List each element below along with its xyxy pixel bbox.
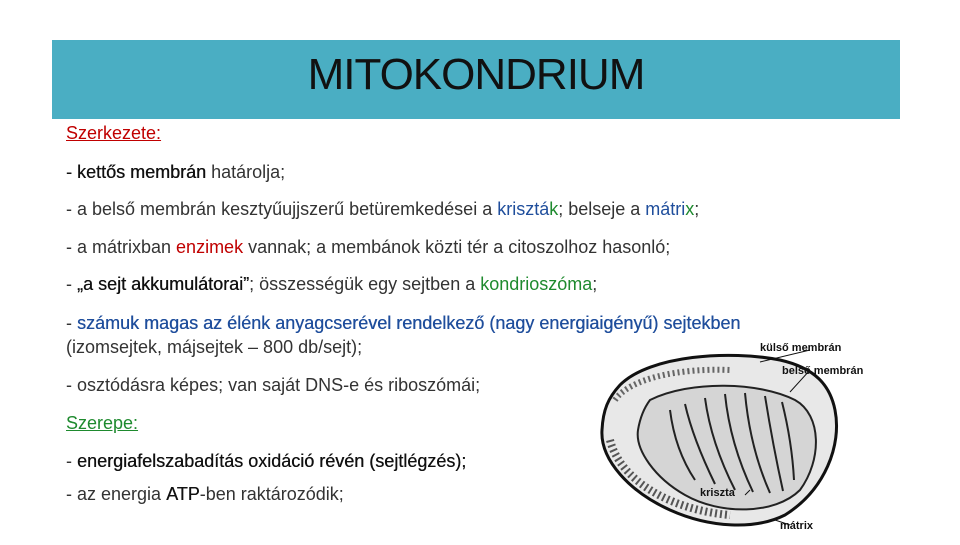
line4-bold: „a sejt akkumulátorai” <box>77 274 250 294</box>
line8-text-a: - <box>66 451 77 471</box>
line5-blue: számuk magas az élénk anyagcserével rendelkező (nagy energiaigényű) sejtekben <box>77 313 741 333</box>
line1-prefix: - <box>66 162 77 182</box>
line2-text-c: ; <box>694 199 700 219</box>
line3-enzimek: enzimek <box>176 237 244 257</box>
line3-text-b: vannak; a membánok közti tér a citoszolhoz hasonló; <box>243 237 671 257</box>
text-line-3 <box>66 237 670 258</box>
label-crista: kriszta <box>700 487 735 499</box>
line2-matrix-b: x <box>685 199 695 219</box>
structure-heading: Szerkezete: <box>66 123 162 143</box>
text-line-7: - osztódásra képes; van saját DNS-e és riboszómái; <box>66 375 481 395</box>
line4-text-b: ; összességük egy sejtben a <box>249 274 481 294</box>
text-line-8 <box>66 451 466 472</box>
line4-kondriosoma: kondrioszóma <box>480 274 593 294</box>
line9-atp: ATP <box>166 484 200 504</box>
line2-text-b: ; belseje a <box>558 199 646 219</box>
text-line-4 <box>66 274 597 295</box>
line4-text-c: ; <box>592 274 598 294</box>
mitochondrion-illustration <box>560 330 930 540</box>
line2-text-a: - a belső membrán kesztyűujjszerű betüremkedései a <box>66 199 498 219</box>
text-line-2 <box>66 199 699 220</box>
page-title: MITOKONDRIUM <box>307 50 645 99</box>
label-outer-membrane: külső membrán <box>760 342 842 354</box>
title-banner <box>52 40 900 119</box>
line9-text-a: - az energia <box>66 484 167 504</box>
line1-bold: kettős membrán <box>77 162 207 182</box>
line8-bold: energiafelszabadítás oxidáció révén (sejtlégzés); <box>77 451 467 471</box>
line4-text-a: - <box>66 274 77 294</box>
text-line-9 <box>66 484 344 505</box>
line2-krisztak-a: krisztá <box>497 199 550 219</box>
line9-text-b: -ben raktározódik; <box>199 484 344 504</box>
label-inner-membrane: belső membrán <box>782 365 864 377</box>
mitochondrion-diagram <box>560 330 930 540</box>
label-matrix: mátrix <box>780 520 814 532</box>
text-line-6: (izomsejtek, májsejtek – 800 db/sejt); <box>66 337 363 357</box>
line5-text-a: - <box>66 313 77 333</box>
line3-text-a: - a mátrixban <box>66 237 177 257</box>
line2-krisztak-b: k <box>549 199 559 219</box>
line2-matrix-a: mátri <box>645 199 686 219</box>
line1-text: határolja; <box>206 162 286 182</box>
text-line-1 <box>66 162 285 183</box>
role-heading: Szerepe: <box>66 413 139 433</box>
